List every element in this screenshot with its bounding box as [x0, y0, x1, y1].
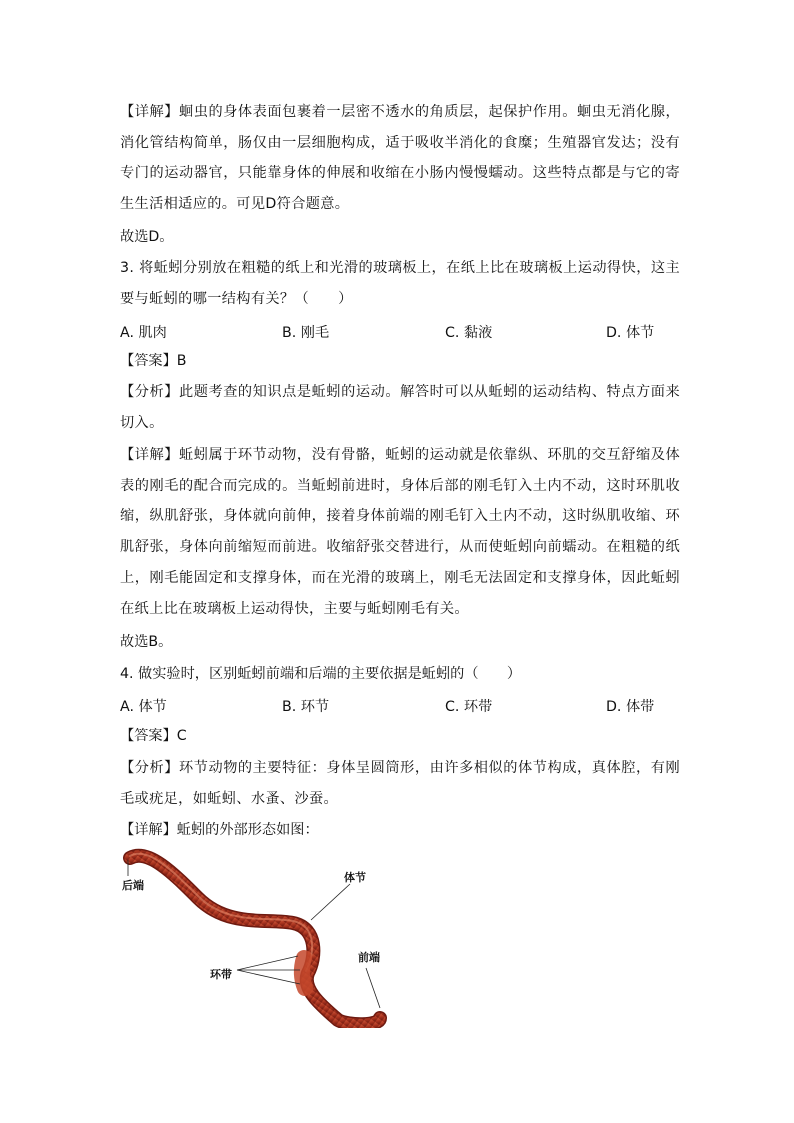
q4-option-b: B. 环节 [282, 699, 330, 715]
earthworm-body [130, 856, 380, 1025]
q3-conclusion: 故选B。 [120, 634, 173, 650]
label-clitellum: 环带 [210, 968, 232, 981]
q4-option-d: D. 体带 [606, 699, 655, 715]
label-tail: 后端 [122, 879, 144, 892]
q4-answer: 【答案】C [120, 728, 187, 744]
q3-option-c: C. 黏液 [445, 325, 493, 341]
q4-option-a: A. 体节 [120, 699, 167, 715]
label-head: 前端 [358, 951, 380, 964]
label-segment: 体节 [344, 871, 366, 884]
q4-analysis: 【分析】环节动物的主要特征：身体呈圆筒形，由许多相似的体节构成，真体腔，有刚毛或疣足，如蚯蚓、水蚤、沙蚕。 [120, 760, 680, 807]
q4-detail: 【详解】蚯蚓的外部形态如图： [120, 822, 319, 838]
q3-answer: 【答案】B [120, 353, 187, 369]
q2-conclusion: 故选D。 [120, 229, 174, 245]
q2-detail: 【详解】蛔虫的身体表面包裹着一层密不透水的角质层，起保护作用。蛔虫无消化腺，消化管结构简单，肠仅由一层细胞构成，适于吸收半消化的食糜；生殖器官发达；没有专门的运动器官，只能靠身体的伸展和收缩在小肠内慢慢蠕动。这些特点都是与它的寄生生活相适应的。可见D符合题意。 [120, 104, 680, 213]
q4-stem: 4. 做实验时，区别蚯蚓前端和后端的主要依据是蚯蚓的（ ） [120, 666, 522, 682]
q3-detail: 【详解】蚯蚓属于环节动物，没有骨骼，蚯蚓的运动就是依靠纵、环肌的交互舒缩及体表的刚毛的配合而完成的。当蚯蚓前进时，身体后部的刚毛钉入土内不动，这时环肌收缩，纵肌舒张，身体就向前伸，接着身体前端的刚毛钉入土内不动，这时纵肌收缩、环肌舒张，身体向前缩短而前进。收缩舒张交替进行，从而使蚯蚓向前蠕动。在粗糙的纸上，刚毛能固定和支撑身体，而在光滑的玻璃上，刚毛无法固定和支撑身体，因此蚯蚓在纸上比在玻璃板上运动得快，主要与蚯蚓刚毛有关。 [120, 447, 680, 617]
earthworm-figure [118, 848, 398, 1028]
q3-stem: 3. 将蚯蚓分别放在粗糙的纸上和光滑的玻璃板上，在纸上比在玻璃板上运动得快，这主要与蚯蚓的哪一结构有关？（ ） [120, 260, 680, 307]
q3-option-b: B. 刚毛 [282, 325, 330, 341]
clitellum-band [302, 958, 305, 988]
q4-option-c: C. 环带 [445, 699, 493, 715]
q3-option-a: A. 肌肉 [120, 325, 167, 341]
q3-analysis: 【分析】此题考查的知识点是蚯蚓的运动。解答时可以从蚯蚓的运动结构、特点方面来切入。 [120, 384, 680, 431]
q3-option-d: D. 体节 [606, 325, 655, 341]
